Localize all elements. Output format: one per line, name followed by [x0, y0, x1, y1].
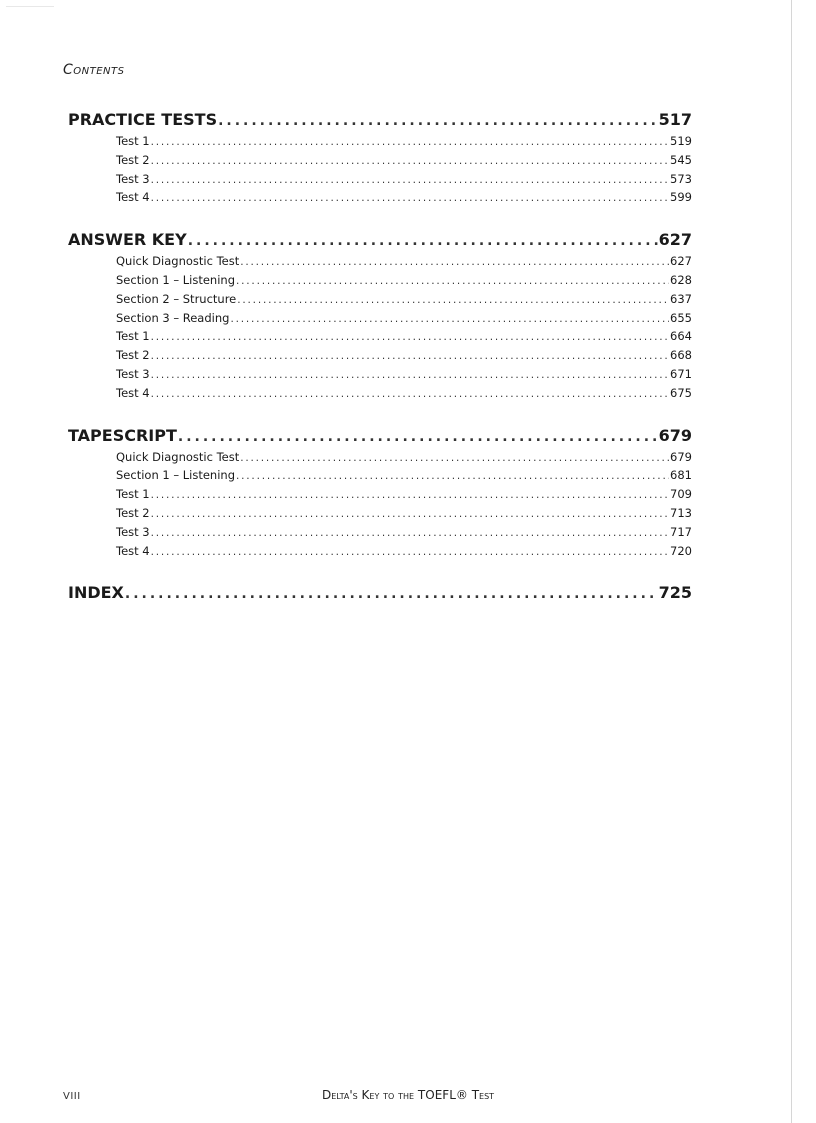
toc-entry-page: 720: [670, 543, 692, 558]
toc-entry-page: 655: [670, 310, 692, 325]
page-edge-line: [791, 0, 792, 1123]
toc-entry-page: 637: [670, 291, 692, 306]
toc-entry-label: Section 1 – Listening: [116, 272, 236, 287]
dot-leader: [151, 489, 669, 501]
toc-section-practice-tests: [68, 110, 692, 209]
toc-entry-page: 628: [670, 272, 692, 287]
toc-entry-label: Test 2: [116, 348, 150, 363]
toc-entry-label: Section 2 – Structure: [116, 291, 237, 306]
footer-page-number: VIII: [63, 1091, 81, 1102]
toc-entry-page: 713: [670, 505, 692, 520]
dot-leader: [151, 508, 669, 520]
toc-entry[interactable]: [68, 386, 692, 405]
dot-leader: [218, 113, 658, 129]
toc-entry-page: 717: [670, 524, 692, 539]
toc-heading-page: 679: [658, 425, 692, 445]
toc-entry[interactable]: [68, 172, 692, 191]
toc-entry-page: 681: [670, 468, 692, 483]
toc-entry-label: Quick Diagnostic Test: [116, 254, 240, 269]
toc-entry[interactable]: [68, 254, 692, 273]
toc-entry[interactable]: [68, 367, 692, 386]
dot-leader: [236, 275, 669, 287]
dot-leader: [151, 350, 669, 362]
toc-entry[interactable]: [68, 450, 692, 469]
dot-leader: [151, 192, 669, 204]
toc-entry[interactable]: [68, 348, 692, 367]
toc-entry-label: Quick Diagnostic Test: [116, 449, 240, 464]
toc-entry[interactable]: [68, 311, 692, 330]
table-of-contents: [68, 110, 692, 628]
toc-heading-page: 725: [658, 583, 692, 603]
toc-heading[interactable]: [68, 230, 692, 254]
toc-entry-page: 599: [670, 190, 692, 205]
toc-entry-label: Test 2: [116, 152, 150, 167]
toc-entry[interactable]: [68, 487, 692, 506]
toc-entry-page: 545: [670, 152, 692, 167]
toc-section-tapescript: [68, 426, 692, 563]
toc-heading-label: INDEX: [68, 583, 124, 603]
toc-entry-page: 679: [670, 449, 692, 464]
dot-leader: [236, 470, 669, 482]
toc-entry-label: Test 4: [116, 385, 150, 400]
toc-entry[interactable]: [68, 134, 692, 153]
toc-entry[interactable]: [68, 506, 692, 525]
dot-leader: [230, 313, 669, 325]
toc-entry-label: Test 4: [116, 543, 150, 558]
toc-entry-label: Test 2: [116, 505, 150, 520]
toc-entry-page: 668: [670, 348, 692, 363]
toc-entry-page: 675: [670, 385, 692, 400]
scan-corner-mark: [6, 6, 54, 7]
toc-entry-label: Test 1: [116, 329, 150, 344]
toc-heading-label: PRACTICE TESTS: [68, 110, 218, 129]
dot-leader: [151, 331, 669, 343]
toc-heading-label: TAPESCRIPT: [68, 425, 177, 445]
dot-leader: [151, 527, 669, 539]
toc-entry-page: 671: [670, 366, 692, 381]
toc-entry[interactable]: [68, 273, 692, 292]
dot-leader: [240, 256, 669, 268]
toc-entry-page: 664: [670, 329, 692, 344]
toc-entry[interactable]: [68, 153, 692, 172]
toc-entry[interactable]: [68, 329, 692, 348]
dot-leader: [240, 452, 669, 464]
footer-book-title: Delta's Key to the TOEFL® Test: [321, 1088, 495, 1102]
toc-entry[interactable]: [68, 190, 692, 209]
toc-entry-label: Section 3 – Reading: [116, 310, 230, 325]
toc-entry-label: Test 3: [116, 171, 150, 186]
dot-leader: [178, 429, 658, 445]
toc-heading[interactable]: [68, 426, 692, 450]
toc-entry-page: 709: [670, 487, 692, 502]
dot-leader: [151, 546, 669, 558]
toc-heading[interactable]: [68, 110, 692, 134]
toc-entry-label: Test 3: [116, 366, 150, 381]
toc-entry-page: 573: [670, 171, 692, 186]
toc-section-index: [68, 583, 692, 607]
toc-entry[interactable]: [68, 292, 692, 311]
dot-leader: [151, 174, 669, 186]
dot-leader: [237, 294, 669, 306]
toc-entry-page: 519: [670, 134, 692, 148]
toc-entry-label: Test 1: [116, 134, 150, 148]
toc-heading-label: ANSWER KEY: [68, 230, 187, 250]
page-title: Contents: [63, 62, 125, 78]
dot-leader: [151, 369, 669, 381]
dot-leader: [151, 388, 669, 400]
toc-entry[interactable]: [68, 468, 692, 487]
toc-entry-page: 627: [670, 254, 692, 269]
toc-entry-label: Test 4: [116, 190, 150, 205]
dot-leader: [188, 233, 658, 249]
toc-heading[interactable]: [68, 583, 692, 607]
toc-section-answer-key: [68, 230, 692, 404]
toc-entry-label: Test 1: [116, 487, 150, 502]
dot-leader: [151, 155, 669, 167]
toc-entry-label: Section 1 – Listening: [116, 468, 236, 483]
dot-leader: [125, 586, 658, 602]
toc-heading-page: 517: [658, 110, 692, 129]
toc-entry-label: Test 3: [116, 524, 150, 539]
toc-entry[interactable]: [68, 544, 692, 563]
toc-heading-page: 627: [658, 230, 692, 250]
dot-leader: [151, 136, 669, 148]
toc-entry[interactable]: [68, 525, 692, 544]
